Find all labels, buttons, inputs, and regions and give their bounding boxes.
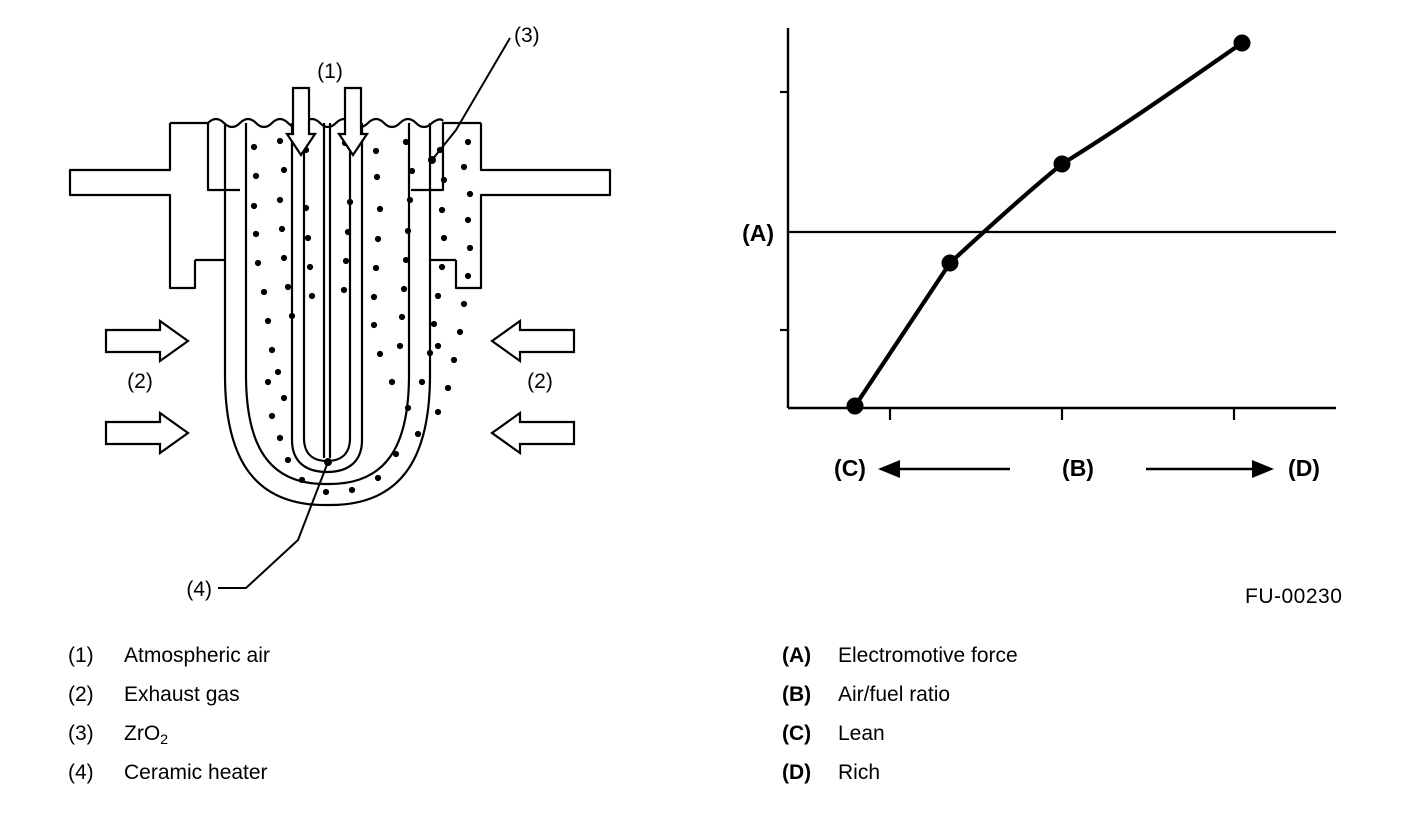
chart-label-d: (D) [1288,455,1320,481]
legend-key: (1) [68,644,94,667]
legend-item [68,762,270,783]
oxygen-sensor-cross-section-diagram [40,10,660,620]
chart-ticks [780,92,1234,420]
exhaust-arrow-right-lower [492,413,574,453]
atmospheric-air-arrows [287,88,367,155]
legend-label: Rich [838,761,881,784]
legend-label: Ceramic heater [124,761,268,784]
emf-vs-air-fuel-ratio-chart [700,10,1380,510]
leader-3-dot [428,156,436,164]
legend-label-zro2: ZrO$_2$ [124,722,169,748]
callout-1: (1) [317,60,343,83]
callout-3: (3) [514,24,540,47]
legend-right [782,645,1018,801]
air-cavity-outer [292,123,362,472]
exhaust-gas-arrows [106,321,574,453]
legend-item [782,762,1018,783]
legend-item [68,722,270,748]
exhaust-arrow-left-upper [106,321,188,361]
figure-code: FU-00230 [1245,585,1343,608]
zro2-element-outer-wall [225,123,430,505]
legend-key: (3) [68,722,94,745]
arrow-lean-head [878,460,900,478]
legend-label: Exhaust gas [124,683,240,706]
data-point-3 [1054,156,1071,173]
legend-item [782,684,1018,705]
legend-item [782,645,1018,666]
emf-data-points [847,35,1251,415]
legend-key: (D) [782,761,812,784]
legend-label: Lean [838,722,885,745]
legend-label: Electromotive force [838,644,1018,667]
housing-left-outline [70,123,195,288]
legend-key: (B) [782,683,812,706]
callout-2-right: (2) [527,370,553,393]
callout-4: (4) [186,578,212,601]
housing-left-shoulder [170,123,240,190]
chart-label-b: (B) [1062,455,1094,481]
legend-label: Atmospheric air [124,644,270,667]
legend-label: Air/fuel ratio [838,683,951,706]
ceramic-top-break-line [208,119,443,127]
leader-4 [218,462,328,588]
arrow-rich-head [1252,460,1274,478]
emf-curve [855,43,1242,406]
leader-4-dot [324,458,332,466]
data-point-4 [1234,35,1251,52]
data-point-1 [847,398,864,415]
legend-key: (C) [782,722,812,745]
zro2-element-inner-wall [246,123,409,484]
legend-item [782,723,1018,744]
exhaust-arrow-left-lower [106,413,188,453]
chart-label-a: (A) [742,220,774,246]
exhaust-arrow-right-upper [492,321,574,361]
chart-axes [788,28,1336,408]
callout-leader-lines [218,38,510,588]
legend-key: (2) [68,683,94,706]
chart-label-c: (C) [834,455,866,481]
legend-item [68,684,270,705]
legend-key: (4) [68,761,94,784]
legend-key: (A) [782,644,812,667]
housing-right-outline [456,123,610,288]
callout-2-left: (2) [127,370,153,393]
data-point-2 [942,255,959,272]
legend-item [68,645,270,666]
legend-left [68,645,270,801]
